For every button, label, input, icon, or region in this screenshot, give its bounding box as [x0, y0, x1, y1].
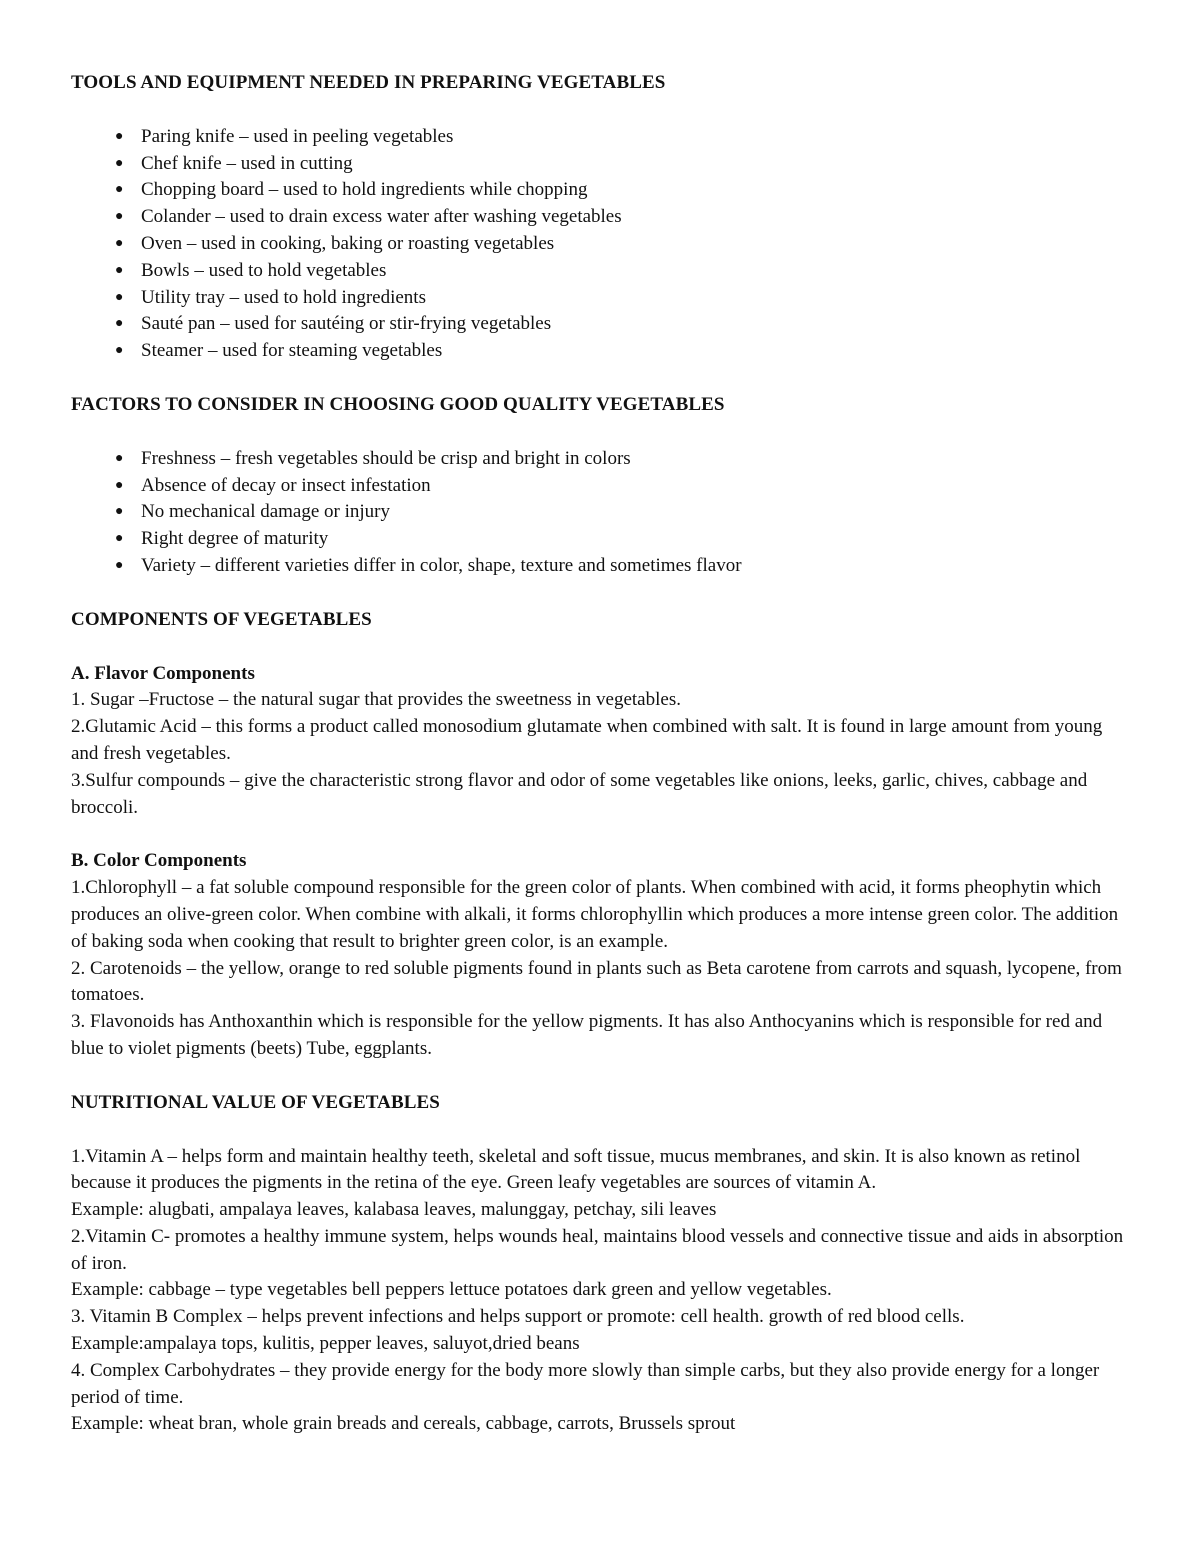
paragraph: 1. Sugar –Fructose – the natural sugar that provides the sweetness in vegetables.: [71, 689, 681, 711]
bullet-icon: ●: [115, 182, 124, 198]
bullet-icon: ●: [115, 450, 124, 466]
list-item-text: Utility tray – used to hold ingredients: [141, 286, 426, 308]
list-item-text: Steamer – used for steaming vegetables: [141, 340, 443, 362]
list-item-text: Colander – used to drain excess water after washing vegetables: [141, 206, 622, 228]
list-item-text: No mechanical damage or injury: [141, 501, 391, 523]
tools-list: [71, 124, 1131, 365]
flavor-components-title: A. Flavor Components: [71, 662, 255, 684]
bullet-icon: ●: [115, 235, 124, 251]
paragraph: 3.Sulfur compounds – give the characteristic strong flavor and odor of some vegetables like onions, leeks, garlic, chives, cabbage and broccoli.: [71, 769, 1088, 818]
list-item: [71, 285, 1131, 312]
list-item: [71, 473, 1131, 500]
paragraph: 1.Chlorophyll – a fat soluble compound responsible for the green color of plants. When combined with acid, it forms pheophytin which produces an olive-green color. When combine with alkali, it forms chlorophyllin which produces a more intense green color. The addition of baking soda when cooking that result to brighter green color, is an example.: [71, 877, 1119, 952]
paragraph: 1.Vitamin A – helps form and maintain healthy teeth, skeletal and soft tissue, mucus membranes, and skin. It is also known as retinol because it produces the pigments in the retina of the eye. Green leafy vegetables are sources of vitamin A.: [71, 1145, 1081, 1194]
list-item: [71, 124, 1131, 151]
factors-heading: FACTORS TO CONSIDER IN CHOOSING GOOD QUALITY VEGETABLES: [71, 393, 725, 415]
list-item: [71, 258, 1131, 285]
bullet-icon: ●: [115, 504, 124, 520]
paragraph: 3. Flavonoids has Anthoxanthin which is responsible for the yellow pigments. It has also Anthocyanins which is responsible for red and blue to violet pigments (beets) Tube, eggplants.: [71, 1011, 1103, 1059]
components-heading: COMPONENTS OF VEGETABLES: [71, 608, 372, 630]
list-item-text: Chef knife – used in cutting: [141, 152, 353, 174]
list-item: [71, 311, 1131, 338]
list-item-text: Paring knife – used in peeling vegetables: [141, 125, 454, 147]
color-components-title: B. Color Components: [71, 850, 247, 872]
list-item: [71, 338, 1131, 365]
paragraph: 3. Vitamin B Complex – helps prevent infections and helps support or promote: cell health. growth of red blood cells.: [71, 1306, 965, 1328]
bullet-icon: ●: [115, 531, 124, 547]
bullet-icon: ●: [115, 128, 124, 144]
bullet-icon: ●: [115, 477, 124, 493]
list-item: [71, 553, 1131, 580]
paragraph: Example: alugbati, ampalaya leaves, kalabasa leaves, malunggay, petchay, sili leaves: [71, 1199, 717, 1221]
nutrition-heading: NUTRITIONAL VALUE OF VEGETABLES: [71, 1091, 440, 1113]
list-item-text: Absence of decay or insect infestation: [141, 474, 431, 496]
paragraph: 2.Vitamin C- promotes a healthy immune system, helps wounds heal, maintains blood vessels and connective tissue and aids in absorption of iron.: [71, 1225, 1124, 1274]
paragraph: 4. Complex Carbohydrates – they provide energy for the body more slowly than simple carbs, but they also provide energy for a longer period of time.: [71, 1359, 1100, 1408]
list-item: [71, 177, 1131, 204]
list-item-text: Variety – different varieties differ in color, shape, texture and sometimes flavor: [141, 554, 742, 576]
list-item-text: Chopping board – used to hold ingredients while chopping: [141, 179, 588, 201]
paragraph: Example: wheat bran, whole grain breads and cereals, cabbage, carrots, Brussels sprout: [71, 1413, 736, 1435]
bullet-icon: ●: [115, 289, 124, 305]
bullet-icon: ●: [115, 343, 124, 359]
list-item-text: Right degree of maturity: [141, 528, 329, 550]
bullet-icon: ●: [115, 262, 124, 278]
paragraph: 2.Glutamic Acid – this forms a product called monosodium glutamate when combined with salt. It is found in large amount from young and fresh vegetables.: [71, 716, 1103, 764]
list-item-text: Oven – used in cooking, baking or roasting vegetables: [141, 232, 555, 254]
list-item: [71, 151, 1131, 178]
paragraph: Example:ampalaya tops, kulitis, pepper leaves, saluyot,dried beans: [71, 1333, 580, 1355]
tools-heading: TOOLS AND EQUIPMENT NEEDED IN PREPARING VEGETABLES: [71, 72, 666, 93]
bullet-icon: ●: [115, 209, 124, 225]
factors-list: [71, 446, 1131, 580]
list-item-text: Bowls – used to hold vegetables: [141, 259, 387, 281]
paragraph: Example: cabbage – type vegetables bell peppers lettuce potatoes dark green and yellow vegetables.: [71, 1279, 832, 1301]
list-item: [71, 526, 1131, 553]
list-item: [71, 446, 1131, 473]
bullet-icon: ●: [115, 155, 124, 171]
document-page: [71, 70, 1131, 1438]
list-item-text: Freshness – fresh vegetables should be crisp and bright in colors: [141, 447, 631, 469]
list-item: [71, 499, 1131, 526]
bullet-icon: ●: [115, 557, 124, 573]
list-item: [71, 231, 1131, 258]
list-item: [71, 204, 1131, 231]
paragraph: 2. Carotenoids – the yellow, orange to red soluble pigments found in plants such as Beta carotene from carrots and squash, lycopene, from tomatoes.: [71, 957, 1122, 1006]
list-item-text: Sauté pan – used for sautéing or stir-frying vegetables: [141, 313, 552, 335]
bullet-icon: ●: [115, 316, 124, 332]
